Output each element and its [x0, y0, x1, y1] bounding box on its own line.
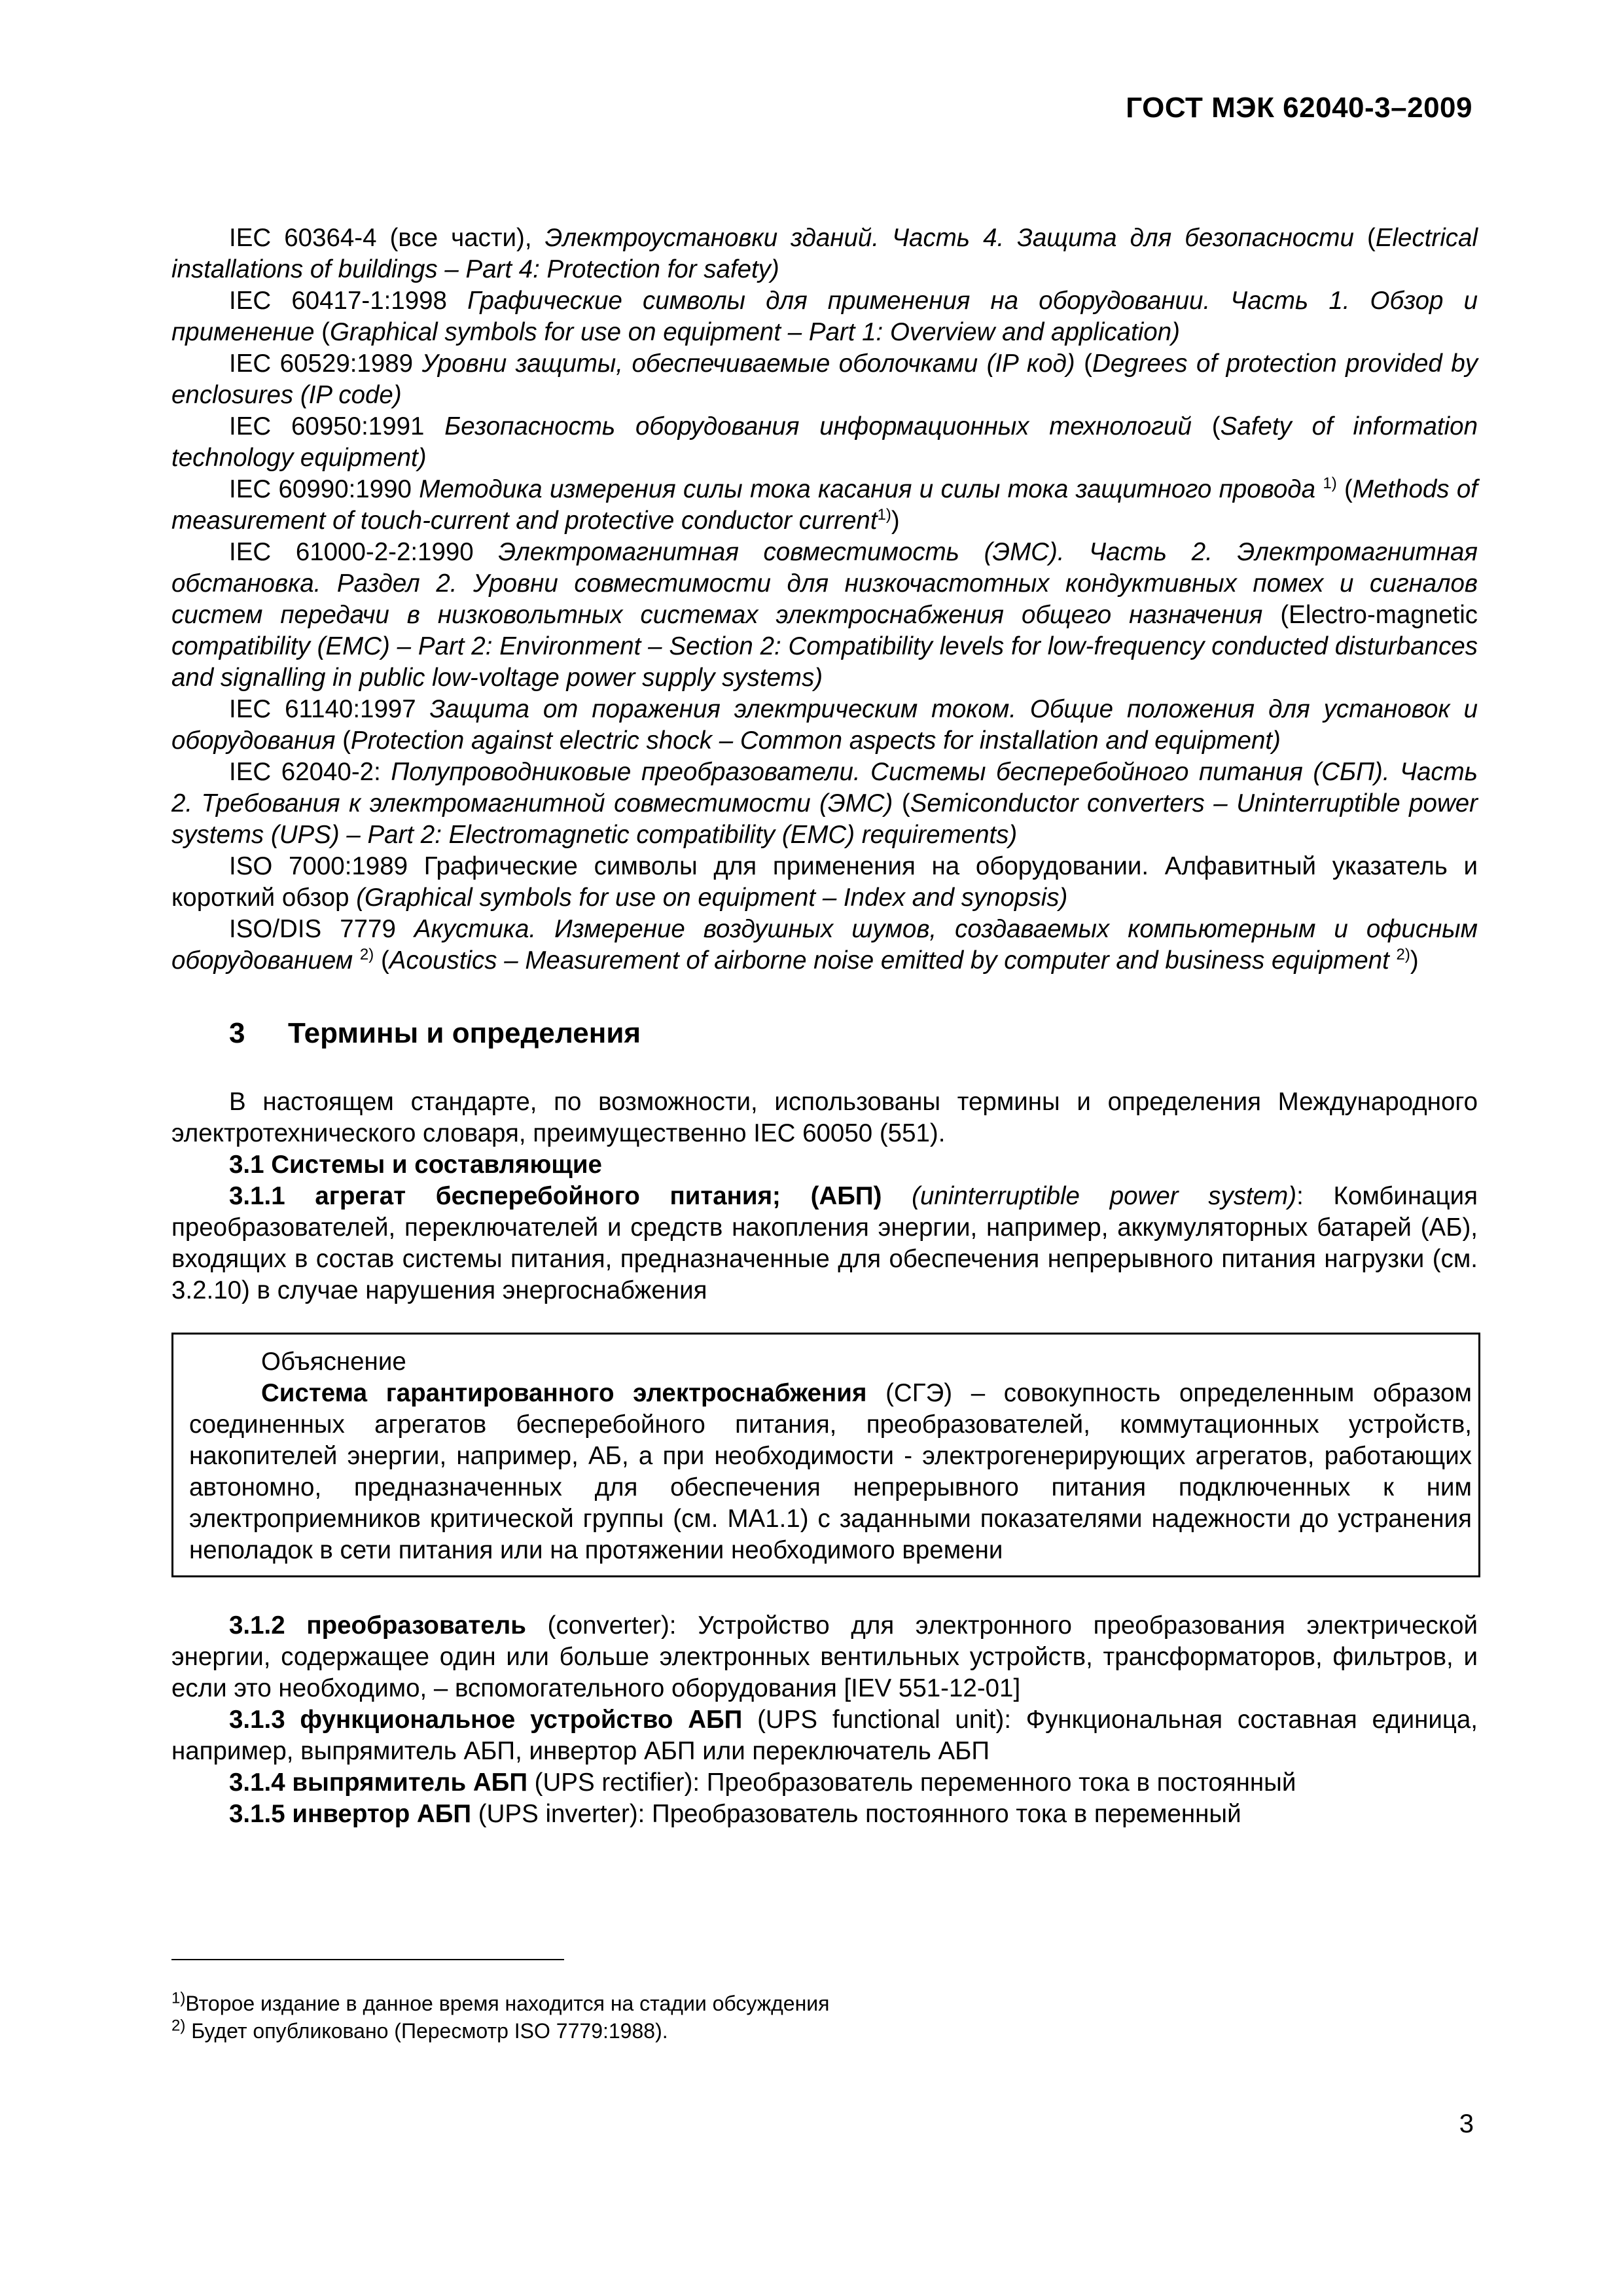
term-definition: 3.1.3 функциональное устройство АБП (UPS functional unit): Функциональная составная единица, например, выпрямитель АБП, инвертор АБП или переключатель АБП [171, 1706, 1478, 1765]
term-definition: 3.1.4 выпрямитель АБП (UPS rectifier): Преобразователь переменного тока в постоянный [229, 1768, 1296, 1797]
footnote-ref: 2) [1396, 946, 1410, 964]
reference-item: IEC 61140:1997 Защита от поражения электрическим током. Общие положения для установок и оборудования (Protection against electric shock – Common aspects for installation and equipment) [171, 695, 1478, 755]
term-definition: 3.1.5 инвертор АБП (UPS inverter): Преобразователь постоянного тока в переменный [229, 1800, 1241, 1828]
footnote-ref: 1) [877, 506, 891, 524]
footnote-divider [171, 1959, 564, 1960]
reference-item: IEC 60417-1:1998 Графические символы для применения на оборудовании. Часть 1. Обзор и применение (Graphical symbols for use on equipment – Part 1: Overview and application) [171, 287, 1478, 346]
section-heading: 3 Термины и определения [229, 1017, 641, 1049]
reference-item: IEC 60990:1990 Методика измерения силы тока касания и силы тока защитного провода $^{1)}$ (Methods of measurement of touch-current and protective conductor current$^{1)}$) [171, 475, 1478, 535]
subsection-heading: 3.1 Системы и составляющие [229, 1151, 602, 1179]
reference-item: ISO/DIS 7779 Акустика. Измерение воздушных шумов, создаваемых компьютерным и офисным оборудованием $^{2)}$ (Acoustics – Measurement of airborne noise emitted by computer and business equipment $^{2)}$) [171, 915, 1478, 975]
term-definition: 3.1.2 преобразователь (converter): Устройство для электронного преобразования электрической энергии, содержащее один или больше электронных вентильных устройств, трансформаторов, фильтров, и если это необходимо, – вспомогательного оборудования [IEV 551-12-01] [171, 1611, 1478, 1702]
reference-item: IEC 61000-2-2:1990 Электромагнитная совместимость (ЭМС). Часть 2. Электромагнитная обстановка. Раздел 2. Уровни совместимости для низкочастотных кондуктивных помех и сигналов систем передачи в низковольтных системах электроснабжения общего назначения (Electro-magnetic compatibility (EMC) – Part 2: Environment – Section 2: Compatibility levels for low-frequency conducted disturbances and signalling in public low-voltage power supply systems) [171, 538, 1478, 692]
footnote-item: $^{1)}$Второе издание в данное время находится на стадии обсуждения [171, 1989, 830, 2015]
section-intro: В настоящем стандарте, по возможности, использованы термины и определения Международного электротехнического словаря, преимущественно IEC 60050 (551). [171, 1088, 1478, 1147]
explanation-box [171, 1333, 1480, 1577]
explanation-title: Объяснение [261, 1348, 406, 1376]
reference-item: IEC 60950:1991 Безопасность оборудования информационных технологий (Safety of information technology equipment) [171, 412, 1478, 472]
document-code-header: ГОСТ МЭК 62040-3–2009 [1126, 92, 1472, 124]
reference-item: IEC 62040-2: Полупроводниковые преобразователи. Системы бесперебойного питания (СБП). Часть 2. Требования к электромагнитной совместимости (ЭМС) (Semiconductor converters – Uninterruptible power systems (UPS) – Part 2: Electromagnetic compatibility (EMC) requirements) [171, 758, 1478, 849]
reference-item: IEC 60364-4 (все части), Электроустановки зданий. Часть 4. Защита для безопасности (Electrical installations of buildings – Part 4: Protection for safety) [171, 224, 1478, 283]
reference-item: ISO 7000:1989 Графические символы для применения на оборудовании. Алфавитный указатель и короткий обзор (Graphical symbols for use on equipment – Index and synopsis) [171, 852, 1478, 912]
footnote-ref: 2) [359, 946, 374, 964]
document-body [171, 223, 1478, 1830]
page-number: 3 [1459, 2109, 1474, 2138]
footnote-item: $^{2)}$ Будет опубликовано (Пересмотр ISO 7779:1988). [171, 2017, 668, 2043]
footnote-ref: 1) [1323, 475, 1337, 493]
term-definition: 3.1.1 агрегат бесперебойного питания; (АБП) (uninterruptible power system): Комбинация преобразователей, переключателей и средств накопления энергии, например, аккумуляторных батарей (АБ), входящих в состав системы питания, предназначенные для обеспечения непрерывного питания нагрузки (см. 3.2.10) в случае нарушения энергоснабжения [171, 1182, 1478, 1304]
footnotes [171, 1990, 829, 2045]
reference-item: IEC 60529:1989 Уровни защиты, обеспечиваемые оболочками (IP код) (Degrees of protection provided by enclosures (IP code) [171, 350, 1478, 409]
explanation-text: Система гарантированного электроснабжения (СГЭ) – совокупность определенным образом соединенных агрегатов бесперебойного питания, преобразователей, коммутационных устройств, накопителей энергии, например, АБ, а при необходимости - электрогенерирующих агрегатов, работающих автономно, предназначенных для обеспечения непрерывного питания подключенных к ним электроприемников критической группы (см. МА1.1) с заданными показателями надежности до устранения неполадок в сети питания или на протяжении необходимого времени [189, 1379, 1472, 1564]
